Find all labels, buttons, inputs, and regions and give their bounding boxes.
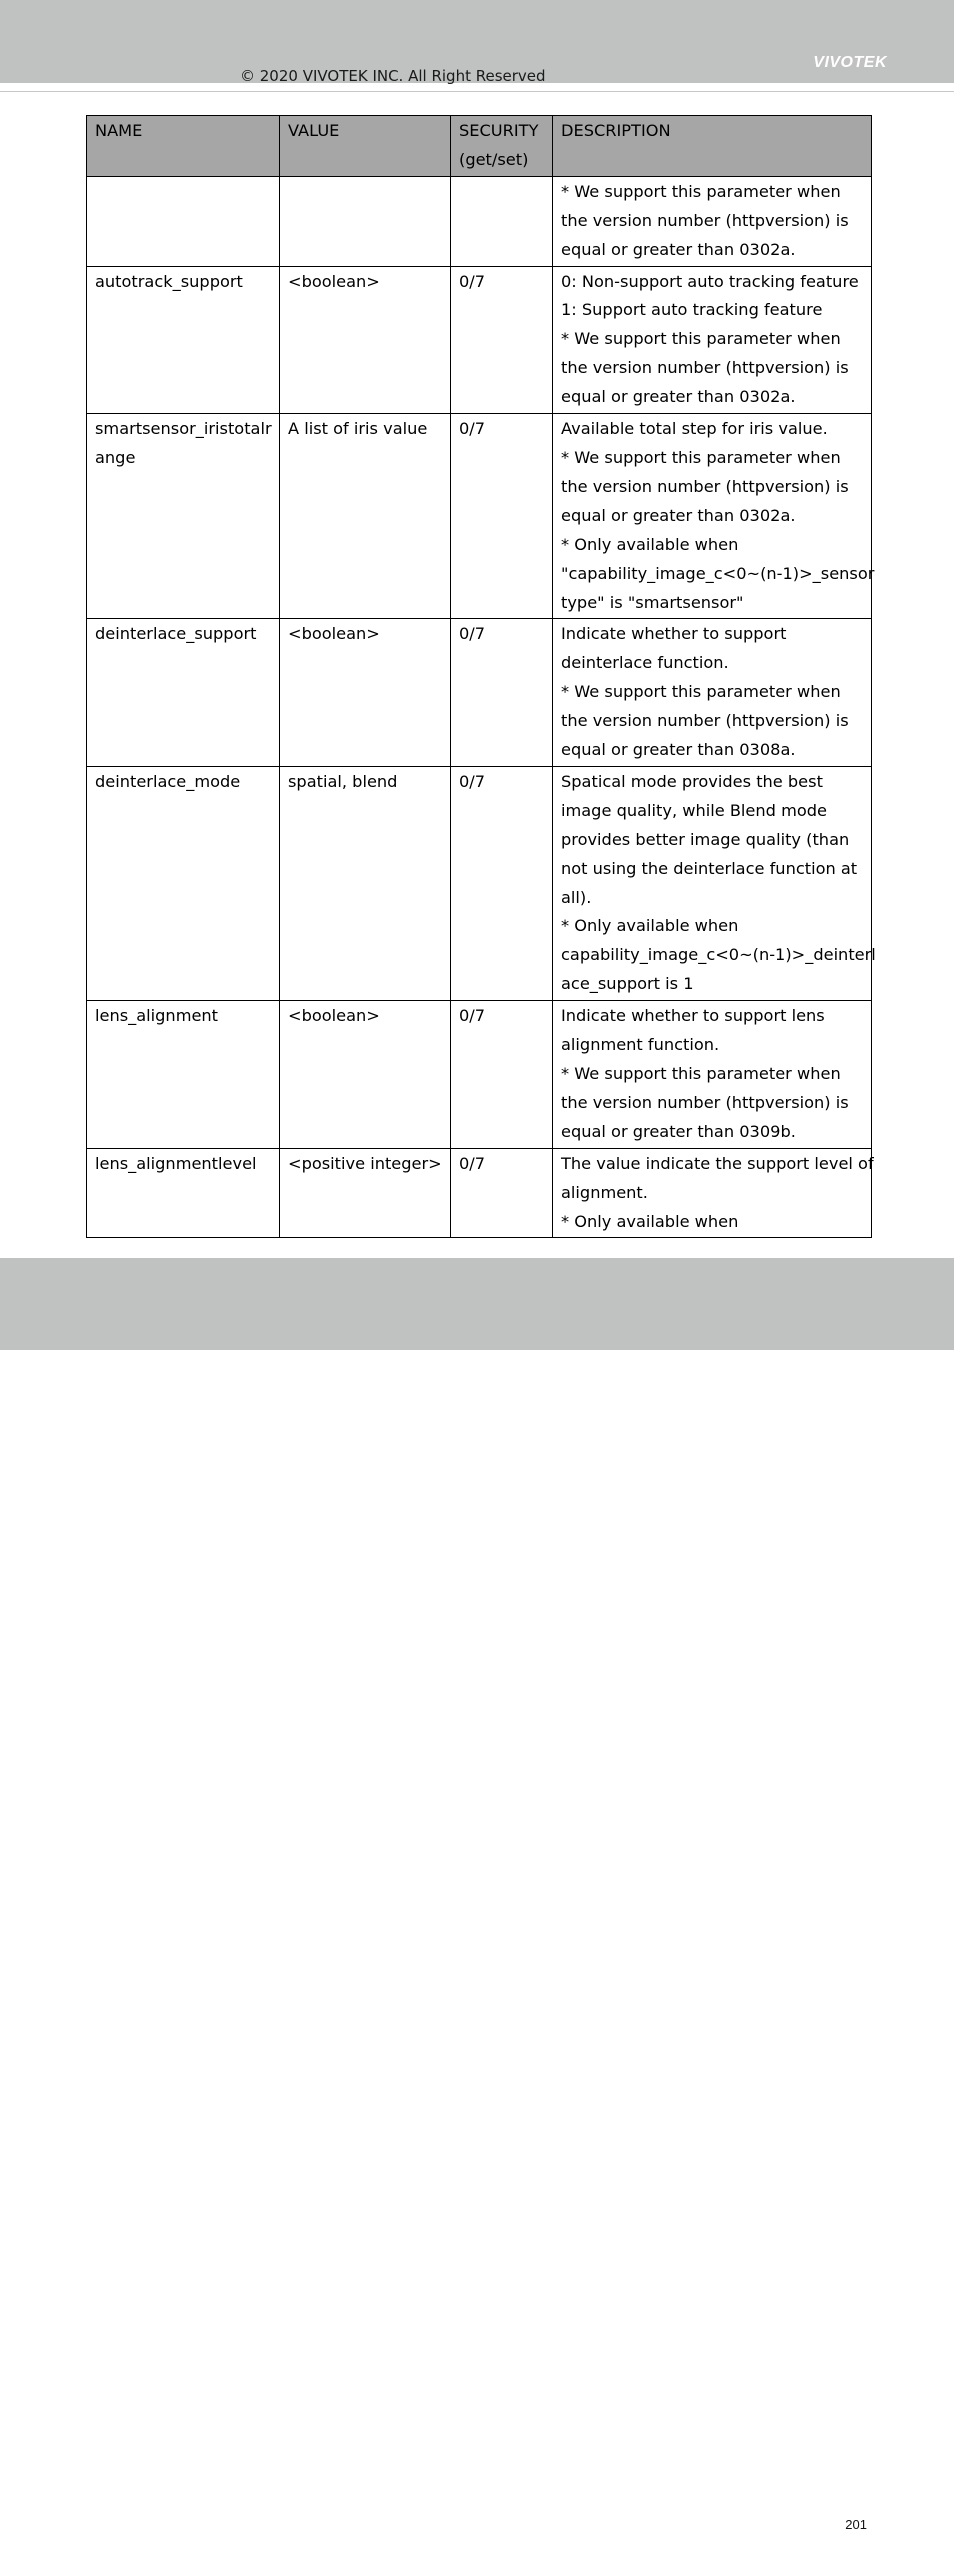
param-description-cell [553, 1001, 872, 1149]
param-name-cell [87, 176, 280, 266]
cell-text: 0/7 [459, 271, 486, 291]
cell-text: Spatical mode provides the best [561, 771, 823, 791]
cell-text: the version number (httpversion) is [561, 1092, 849, 1112]
cell-text: "capability_image_c<0~(n-1)>_sensor [561, 563, 875, 583]
cell-text: * We support this parameter when [561, 447, 841, 467]
param-value-cell [280, 176, 451, 266]
cell-text: alignment function. [561, 1035, 720, 1055]
param-security-cell [451, 266, 553, 414]
param-value-cell [280, 266, 451, 414]
cell-text: A list of iris value [288, 419, 428, 439]
cell-text [288, 178, 442, 207]
cell-text: the version number (httpversion) is [561, 711, 849, 731]
cell-text: smartsensor_iristotalr [95, 419, 272, 439]
param-security-cell [451, 176, 553, 266]
param-name-cell [87, 619, 280, 767]
parameter-table [86, 115, 876, 1238]
cell-text: * We support this parameter when [561, 181, 841, 201]
param-security-cell [451, 619, 553, 767]
table-row [87, 414, 872, 619]
cell-text: * We support this parameter when [561, 682, 841, 702]
cell-text [95, 178, 271, 207]
param-name-cell [87, 266, 280, 414]
cell-text: spatial, blend [288, 771, 398, 791]
param-value-cell [280, 1148, 451, 1238]
page-footer [0, 1258, 954, 2549]
cell-text: 0/7 [459, 1006, 486, 1026]
cell-text: alignment. [561, 1182, 648, 1202]
cell-text: lens_alignmentlevel [95, 1153, 257, 1173]
cell-text: Indicate whether to support lens [561, 1006, 825, 1026]
cell-text [459, 178, 544, 207]
param-description-cell [553, 766, 876, 1000]
cell-text: deinterlace_mode [95, 771, 241, 791]
table-row [87, 766, 872, 1000]
cell-text: 0: Non-support auto tracking feature [561, 271, 859, 291]
param-name-cell [87, 1148, 280, 1238]
cell-text: equal or greater than 0302a. [561, 239, 796, 259]
header-text: DESCRIPTION [561, 121, 671, 140]
cell-text: <positive integer> [288, 1153, 442, 1173]
param-name-cell [87, 766, 280, 1000]
copyright-notice: © 2020 VIVOTEK INC. All Right Reserved [240, 67, 546, 85]
cell-text: ace_support is 1 [561, 974, 694, 994]
table-row [87, 619, 872, 767]
param-description-cell [553, 619, 872, 767]
param-description-cell [553, 1148, 872, 1238]
cell-text: all). [561, 887, 592, 907]
cell-text: not using the deinterlace function at [561, 858, 858, 878]
cell-text: provides better image quality (than [561, 829, 850, 849]
cell-text: * Only available when [561, 916, 739, 936]
cell-text: equal or greater than 0302a. [561, 387, 796, 407]
table-row [87, 266, 872, 414]
cell-text: deinterlace_support [95, 624, 257, 644]
header-text: (get/set) [459, 149, 529, 169]
param-description-cell [553, 414, 875, 619]
param-security-cell [451, 1001, 553, 1149]
cell-text: * Only available when [561, 1211, 739, 1231]
cell-text: the version number (httpversion) is [561, 358, 849, 378]
cell-text: Available total step for iris value. [561, 419, 828, 439]
header-text: VALUE [288, 121, 340, 140]
cell-text: 0/7 [459, 419, 486, 439]
cell-text: * We support this parameter when [561, 329, 841, 349]
cell-text: equal or greater than 0302a. [561, 505, 796, 525]
param-security-cell [451, 766, 553, 1000]
cell-text: 1: Support auto tracking feature [561, 300, 823, 320]
cell-text: <boolean> [288, 1006, 380, 1026]
cell-text: the version number (httpversion) is [561, 476, 849, 496]
cell-text: deinterlace function. [561, 653, 729, 673]
cell-text: 0/7 [459, 771, 486, 791]
cell-text: <boolean> [288, 624, 380, 644]
table-header-row [87, 116, 872, 177]
brand-logo: VIVOTEK [813, 54, 887, 71]
cell-text: ange [95, 447, 136, 467]
column-header-security [451, 116, 553, 177]
cell-text: 0/7 [459, 1153, 486, 1173]
param-value-cell [280, 619, 451, 767]
cell-text: equal or greater than 0309b. [561, 1121, 796, 1141]
param-description-cell [553, 176, 872, 266]
cell-text: * Only available when [561, 534, 739, 554]
table-body [87, 176, 876, 1238]
param-value-cell [280, 414, 451, 619]
cell-text: image quality, while Blend mode [561, 800, 827, 820]
page-header [0, 0, 954, 83]
cell-text: lens_alignment [95, 1006, 219, 1026]
header-text: SECURITY [459, 121, 539, 140]
table-row [87, 1001, 872, 1149]
header-text: NAME [95, 121, 143, 140]
cell-text: The value indicate the support level of [561, 1153, 874, 1173]
column-header-description [553, 116, 872, 177]
manual-label: User's Manual - 355 [762, 2533, 887, 2549]
param-value-cell [280, 1001, 451, 1149]
cell-text: Indicate whether to support [561, 624, 787, 644]
cell-text: 0/7 [459, 624, 486, 644]
param-name-cell [87, 1001, 280, 1149]
param-security-cell [451, 1148, 553, 1238]
cell-text: the version number (httpversion) is [561, 210, 849, 230]
cell-text: capability_image_c<0~(n-1)>_deinterl [561, 945, 876, 965]
param-description-cell [553, 266, 872, 414]
cell-text: autotrack_support [95, 271, 243, 291]
cell-text: <boolean> [288, 271, 380, 291]
table-row [87, 176, 872, 266]
page-number: 201 [845, 2517, 867, 2532]
column-header-value [280, 116, 451, 177]
column-header-name [87, 116, 280, 177]
table-row [87, 1148, 872, 1238]
param-security-cell [451, 414, 553, 619]
header-divider [0, 91, 954, 92]
cell-text: * We support this parameter when [561, 1064, 841, 1083]
cell-text: type" is "smartsensor" [561, 592, 744, 612]
cell-text: equal or greater than 0308a. [561, 740, 796, 760]
param-name-cell [87, 414, 280, 619]
param-value-cell [280, 766, 451, 1000]
